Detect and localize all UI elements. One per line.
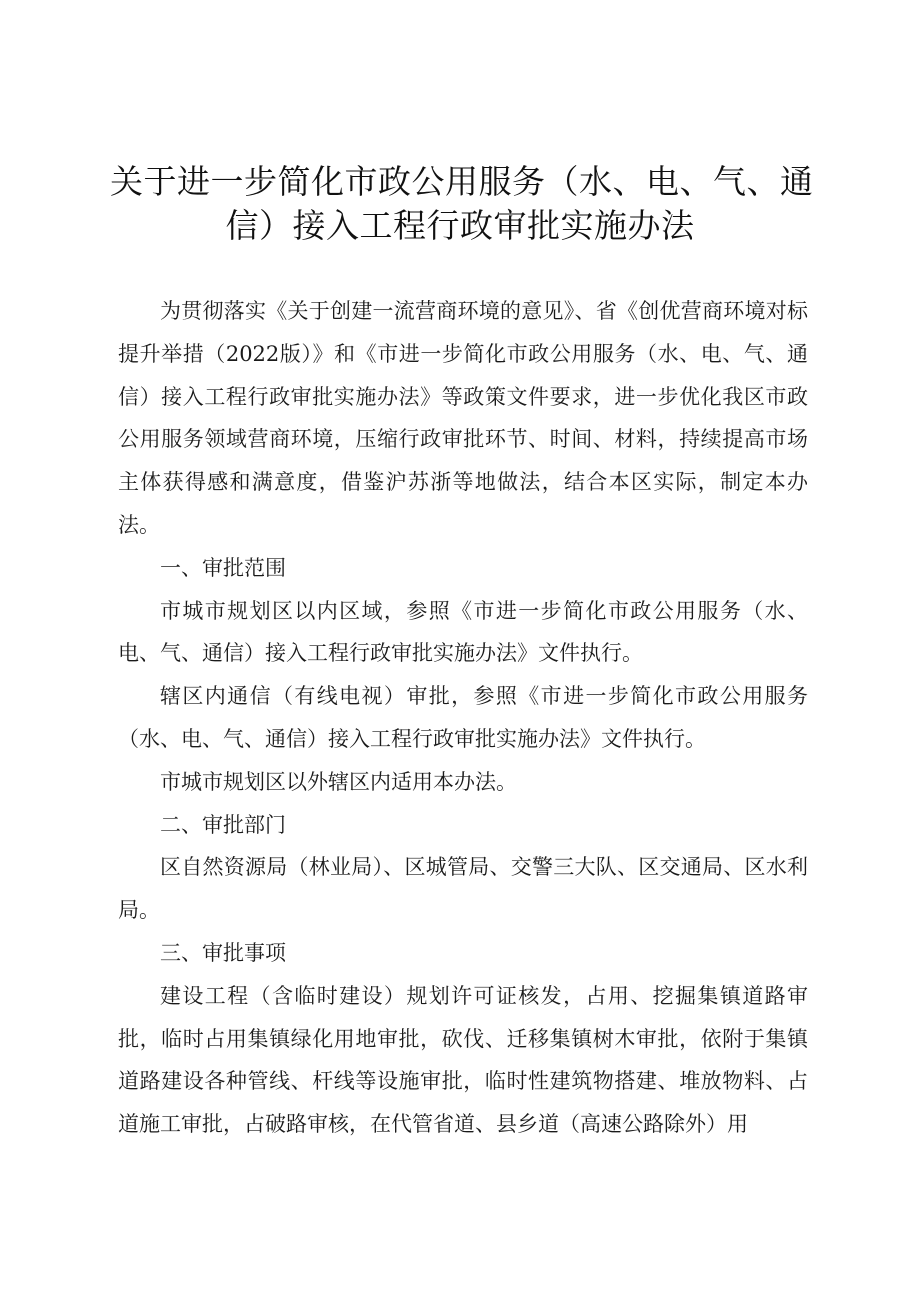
section-1-heading: 一、审批范围 — [160, 555, 286, 580]
section-3-paragraph-1: 建设工程（含临时建设）规划许可证核发，占用、挖掘集镇道路审批，临时占用集镇绿化用地审批，砍伐、迁移集镇树木审批，依附于集镇道路建设各种管线、杆线等设施审批，临时性建筑物搭建、堆放物料、占道施工审批，占破路审核，在代管省道、县乡道（高速公路除外）用 — [118, 983, 808, 1137]
section-3-heading: 三、审批事项 — [160, 940, 286, 965]
section-1-paragraph-1: 市城市规划区以内区域，参照《市进一步简化市政公用服务（水、电、气、通信）接入工程行政审批实施办法》文件执行。 — [118, 598, 808, 666]
section-1-paragraph-2: 辖区内通信（有线电视）审批，参照《市进一步简化市政公用服务（水、电、气、通信）接入工程行政审批实施办法》文件执行。 — [118, 684, 808, 751]
document-title — [110, 160, 814, 248]
intro-paragraph: 为贯彻落实《关于创建一流营商环境的意见》、省《创优营商环境对标提升举措（2022版）》和《市进一步简化市政公用服务（水、电、气、通信）接入工程行政审批实施办法》等政策文件要求，进一步优化我区市政公用服务领域营商环境，压缩行政审批环节、时间、材料，持续提高市场主体获得感和满意度，借鉴沪苏浙等地做法，结合本区实际，制定本办法。 — [118, 299, 808, 537]
section-2-heading: 二、审批部门 — [160, 812, 286, 837]
section-2-paragraph-1: 区自然资源局（林业局）、区城管局、交警三大队、区交通局、区水利局。 — [118, 855, 808, 923]
title-line-2: 信）接入工程行政审批实施办法 — [225, 206, 695, 245]
document-body — [118, 290, 808, 1146]
section-1-paragraph-3: 市城市规划区以外辖区内适用本办法。 — [160, 769, 517, 794]
title-line-1: 关于进一步简化市政公用服务（水、电、气、通 — [110, 162, 814, 201]
